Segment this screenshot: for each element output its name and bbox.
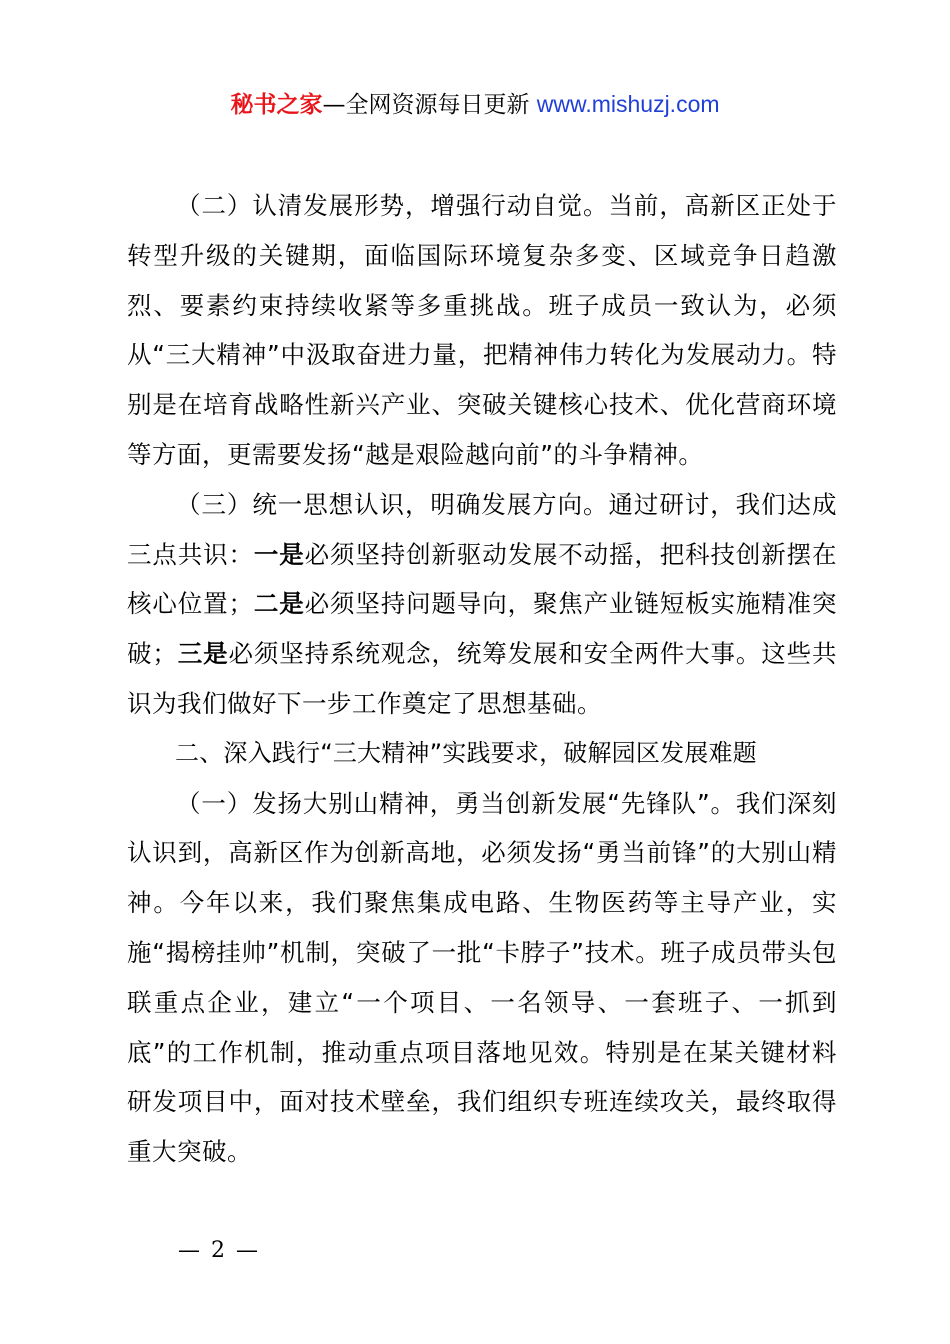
paragraph-intro: （三）统一思想认识，明确发展方向。通过研讨，我们达成三点共识： [127, 489, 837, 569]
website-link[interactable]: www.mishuzj.com [536, 91, 720, 117]
brand-name: 秘书之家 [230, 92, 323, 118]
section-heading: 二、深入践行“三大精神”实践要求，破解园区发展难题 [175, 738, 757, 767]
point-three-text: 必须坚持系统观念，统筹发展和安全两件大事。这些共识为我们做好下一步工作奠定了思想基础。 [127, 639, 838, 718]
page-number: — 2 — [178, 1238, 260, 1263]
page-header [0, 88, 950, 121]
point-two-label: 二是 [253, 589, 305, 619]
point-two-text: 必须坚持问题导向，聚焦产业链短板实施精准突破； [127, 589, 838, 669]
paragraph-section-3 [127, 480, 837, 729]
point-one-text: 必须坚持创新驱动发展不动摇，把科技创新摆在核心位置； [127, 539, 838, 619]
header-tagline: —全网资源每日更新 [322, 92, 537, 118]
document-body [127, 181, 837, 1177]
paragraph-section-2: （二）认清发展形势，增强行动自觉。当前，高新区正处于转型升级的关键期，面临国际环境复杂多变、区域竞争日趋激烈、要素约束持续收紧等多重挑战。班子成员一致认为，必须从“三大精神”中汲取奋进力量，把精神伟力转化为发展动力。特别是在培育战略性新兴产业、突破关键核心技术、优化营商环境等方面，更需要发扬“越是艰险越向前”的斗争精神。 [127, 191, 837, 469]
paragraph-subsection-1: （一）发扬大别山精神，勇当创新发展“先锋队”。我们深刻认识到，高新区作为创新高地，必须发扬“勇当前锋”的大别山精神。今年以来，我们聚焦集成电路、生物医药等主导产业，实施“揭榜挂帅”机制，突破了一批“卡脖子”技术。班子成员带头包联重点企业，建立“一个项目、一名领导、一套班子、一抓到底”的工作机制，推动重点项目落地见效。特别是在某关键材料研发项目中，面对技术壁垒，我们组织专班连续攻关，最终取得重大突破。 [127, 788, 837, 1167]
point-one-label: 一是 [253, 539, 305, 569]
point-three-label: 三是 [177, 639, 229, 669]
